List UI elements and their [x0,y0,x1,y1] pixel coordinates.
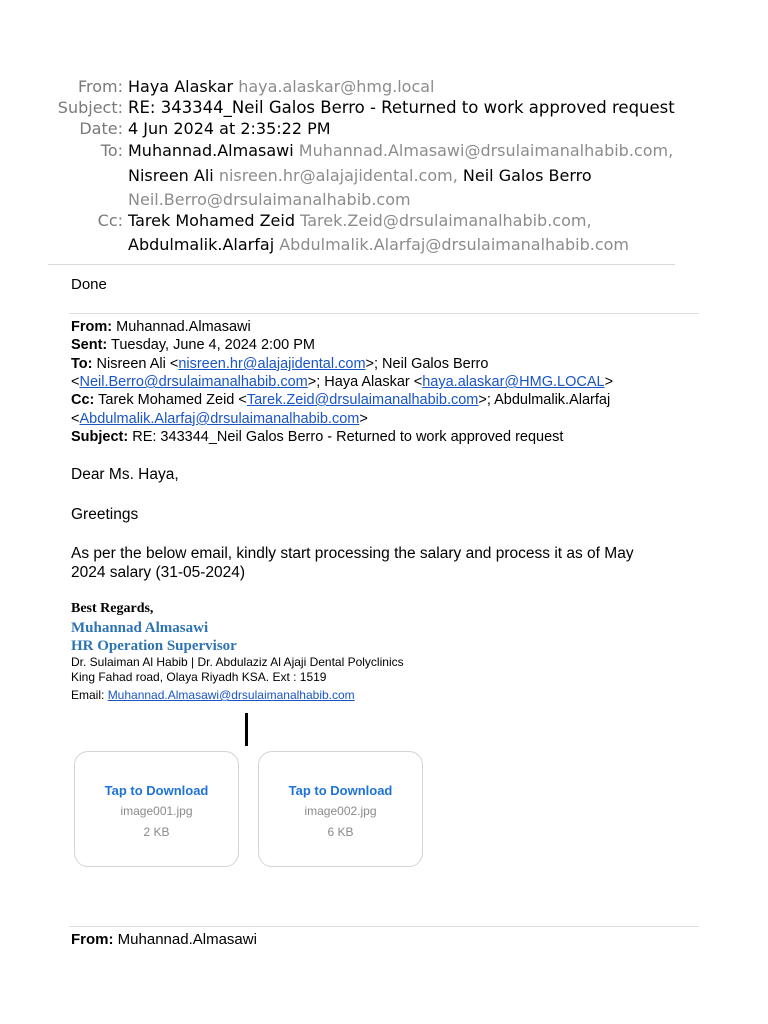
signature-name: Muhannad Almasawi [71,620,209,636]
email-link[interactable]: Neil.Berro@drsulaimanalhabib.com [79,374,308,390]
recipient-email: Abdulmalik.Alarfaj@drsulaimanalhabib.com [279,235,630,254]
greetings-line: Greetings [71,506,139,523]
header-subject-row [0,97,768,119]
attachment-card-1[interactable] [74,751,239,867]
attachment-filename: image001.jpg [120,804,193,818]
attachment-card-2[interactable] [258,751,423,867]
body-paragraph-line-1: As per the below email, kindly start processing the salary and process it as of May [71,545,634,562]
header-date-row [0,118,768,140]
quoted-from: Muhannad.Almasawi [116,319,251,335]
text-cursor [245,713,248,746]
signature-email-label: Email: [71,688,105,702]
quoted-subject-label: Subject: [71,429,129,445]
recipient-name: Neil Galos Berro [462,166,592,185]
date-label: Date: [79,119,123,138]
attachment-size: 6 KB [327,825,354,839]
attachment-size: 2 KB [143,825,170,839]
attachment-filename: image002.jpg [304,804,377,818]
quoted-cc-text: > [359,411,368,427]
header-to-row-3 [0,189,768,211]
quoted-from-label: From: [71,319,113,335]
email-link[interactable]: nisreen.hr@alajajidental.com [178,356,366,372]
quoted-cc-text: < [71,411,80,427]
next-quoted-from-line [71,931,257,949]
quote-divider [69,313,699,314]
to-recipient-3[interactable] [463,166,592,185]
quoted-cc-text: Tarek Mohamed Zeid < [98,392,247,408]
quoted-subject: RE: 343344_Neil Galos Berro - Returned to work approved request [132,429,564,445]
sender-email[interactable]: haya.alaskar@hmg.local [238,77,435,96]
signature-title: HR Operation Supervisor [71,638,237,654]
to-label: To: [100,141,123,160]
quoted-cc-label: Cc: [71,392,95,408]
header-cc-row [0,210,768,232]
from-value [128,76,435,98]
quoted-to-text: >; Neil Galos Berro [365,356,489,372]
to-recipient-1[interactable] [128,140,673,162]
recipient-name: Muhannad.Almasawi [128,141,294,160]
recipient-name: Tarek Mohamed Zeid [128,211,295,230]
email-link[interactable]: Tarek.Zeid@drsulaimanalhabib.com [246,392,479,408]
recipient-email: Muhannad.Almasawi@drsulaimanalhabib.com, [298,141,674,160]
quoted-cc-line-2 [71,410,368,428]
header-to-row [0,140,768,162]
email-link[interactable]: Abdulmalik.Alarfaj@drsulaimanalhabib.com [79,411,360,427]
recipient-email[interactable]: Neil.Berro@drsulaimanalhabib.com [128,190,411,209]
header-divider [48,264,675,265]
recipient-name: Abdulmalik.Alarfaj [128,235,275,254]
quote-divider-2 [69,926,699,927]
cc-recipient-1[interactable] [128,210,592,232]
quoted-to-line [71,355,488,373]
subject-text: RE: 343344_Neil Galos Berro - Returned to work approved request [128,98,675,117]
tap-to-download-button[interactable]: Tap to Download [288,783,393,798]
header-to-row-2 [0,165,768,187]
quoted-to-line-2 [71,373,613,391]
to-recipient-2[interactable] [128,166,463,185]
greeting: Dear Ms. Haya, [71,466,179,483]
cc-label: Cc: [97,211,123,230]
signature-org: Dr. Sulaiman Al Habib | Dr. Abdulaziz Al Ajaji Dental Polyclinics [71,655,404,669]
quoted-to-label: To: [71,356,93,372]
signature-regards: Best Regards, [71,601,154,616]
tap-to-download-button[interactable]: Tap to Download [104,783,209,798]
next-quoted-from-label: From: [71,931,114,948]
recipient-name: Nisreen Ali [128,166,214,185]
quoted-subject-line [71,428,563,446]
quoted-cc-text: >; Abdulmalik.Alarfaj [478,392,611,408]
quoted-to-text: > [604,374,614,390]
quoted-from-line [71,318,251,336]
quoted-sent: Tuesday, June 4, 2024 2:00 PM [111,337,315,353]
recipient-email: Tarek.Zeid@drsulaimanalhabib.com, [300,211,592,230]
quoted-to-text: < [71,374,80,390]
signature-address: King Fahad road, Olaya Riyadh KSA. Ext : 1519 [71,670,327,684]
signature-email-link[interactable]: Muhannad.Almasawi@drsulaimanalhabib.com [107,688,355,702]
signature-email-line [71,688,355,704]
quoted-to-text: Nisreen Ali < [96,356,179,372]
email-link[interactable]: haya.alaskar@HMG.LOCAL [422,374,605,390]
sender-name[interactable]: Haya Alaskar [128,77,234,96]
quoted-sent-label: Sent: [71,337,108,353]
quoted-to-text: >; Haya Alaskar < [307,374,423,390]
body-paragraph-line-2: 2024 salary (31-05-2024) [71,564,246,581]
header-from-row [0,76,768,98]
to-recipients-line-2 [128,165,592,187]
from-label: From: [77,77,123,96]
date-text: 4 Jun 2024 at 2:35:22 PM [128,119,331,138]
recipient-email: nisreen.hr@alajajidental.com, [218,166,458,185]
quoted-cc-line [71,391,610,409]
next-quoted-from: Muhannad.Almasawi [117,931,257,948]
quoted-sent-line [71,336,315,354]
subject-label: Subject: [57,98,123,117]
reply-text: Done [71,276,107,293]
header-cc-row-2 [0,234,768,256]
cc-recipient-2[interactable] [128,234,629,256]
